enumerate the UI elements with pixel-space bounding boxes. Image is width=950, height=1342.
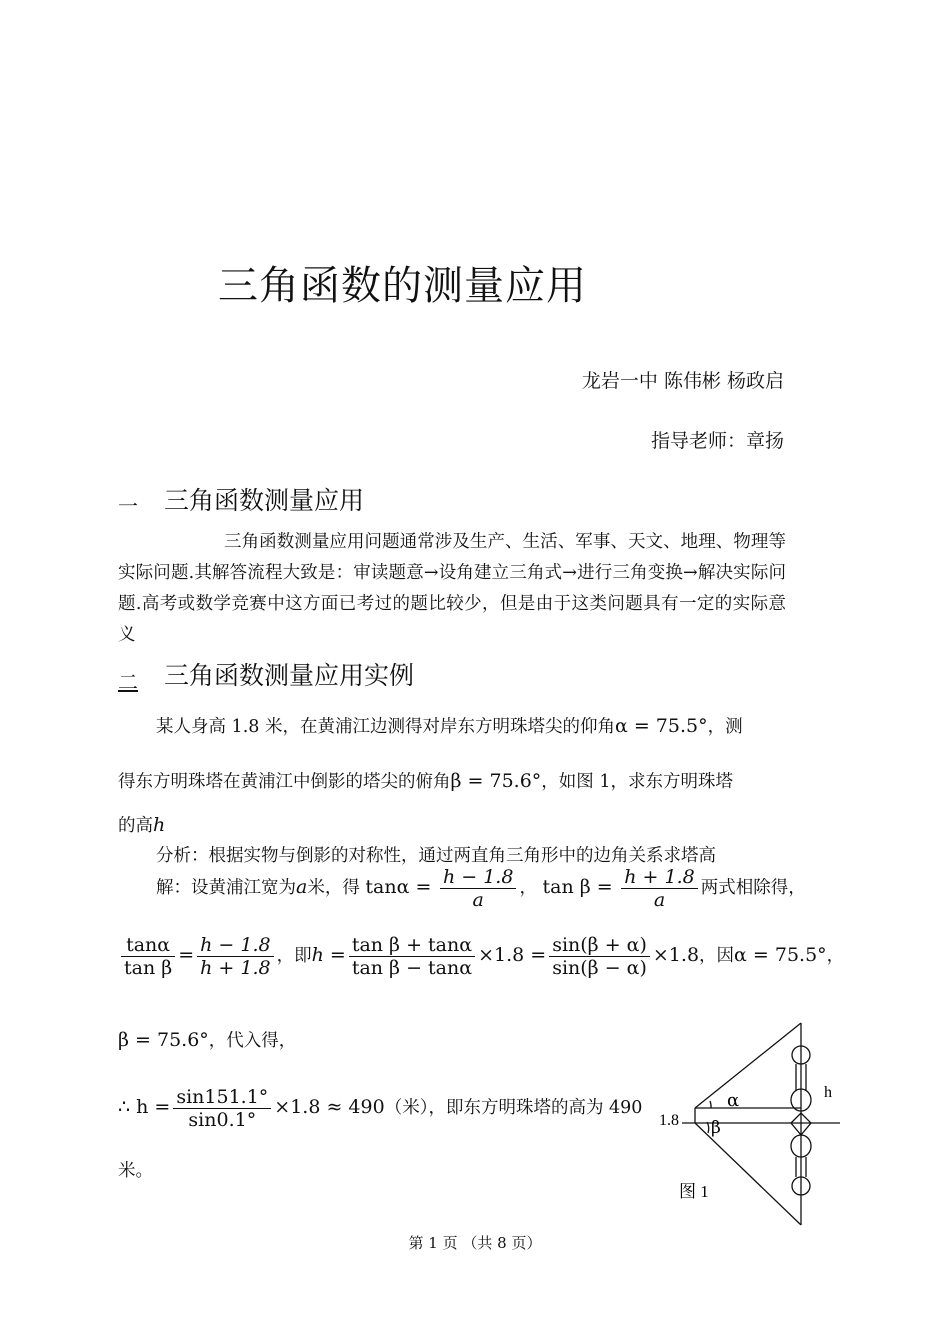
h-equals: h =: [311, 944, 346, 966]
equals-sign: =: [178, 944, 195, 966]
fraction-tan-sum: [349, 934, 475, 979]
derivation-line: [118, 934, 844, 979]
tan-alpha: tanα =: [365, 876, 432, 898]
fraction-tan-beta: [621, 866, 697, 911]
alpha-arc: [710, 1101, 711, 1108]
times-1-8: ×1.8: [652, 944, 700, 966]
text-ji: ，即: [276, 946, 312, 966]
label-h: h: [824, 1084, 832, 1101]
text-yin: ，因: [699, 946, 735, 966]
fraction-denominator: tan β − tanα: [351, 957, 473, 979]
section2-number: 二: [118, 670, 138, 694]
result-last-line: 米。: [118, 1161, 153, 1181]
fraction-result: [173, 1086, 271, 1131]
section2-heading: 三角函数测量应用实例: [164, 661, 415, 690]
figure-1: [650, 1015, 850, 1230]
page-title: 三角函数的测量应用: [218, 263, 587, 309]
alpha-value: α = 75.5°: [734, 944, 827, 966]
page-footer: 第 1 页 （共 8 页）: [408, 1234, 542, 1252]
label-beta: β: [711, 1118, 721, 1138]
label-1-8: 1.8: [659, 1112, 679, 1129]
analysis-line: 分析：根据实物与倒影的对称性，通过两直角三角形中的边角关系求塔高: [156, 846, 716, 866]
tan-beta: tan β =: [542, 876, 613, 898]
fraction-denominator: sin0.1°: [188, 1109, 257, 1131]
problem-line-2: [118, 768, 733, 793]
result-approx: ×1.8 ≈ 490: [274, 1096, 385, 1118]
fraction-tan-ratio: [121, 934, 175, 979]
label-alpha: α: [727, 1090, 740, 1111]
comma: ，: [826, 946, 845, 966]
advisor-line: 指导老师：章扬: [650, 430, 784, 452]
times-1-8: ×1.8 =: [478, 944, 547, 966]
problem-text-2: 得东方明珠塔在黄浦江中倒影的塔尖的俯角: [118, 772, 451, 792]
sight-line-alpha: [695, 1023, 801, 1108]
beta-arc: [707, 1122, 709, 1133]
solution-line: [156, 866, 806, 911]
result-text: （米），即东方明珠塔的高为 490: [384, 1098, 643, 1118]
result-line: [118, 1086, 642, 1131]
problem-text-3: 的高: [118, 816, 153, 836]
problem-text-1-end: ，测: [707, 717, 743, 737]
comma: ，: [519, 878, 537, 898]
fraction-numerator: sin151.1°: [173, 1086, 271, 1109]
problem-line-3: [118, 812, 165, 837]
a-symbol: a: [296, 876, 308, 898]
fraction-tan-alpha: [440, 866, 516, 911]
fraction-numerator: tan β + tanα: [349, 934, 475, 957]
beta-value: β = 75.6°: [450, 770, 542, 792]
beta-line-text: ，代入得，: [208, 1031, 297, 1051]
fraction-denominator: a: [472, 889, 484, 911]
problem-text-2-end: ，如图 1，求东方明珠塔: [541, 772, 733, 792]
fraction-sin: [549, 934, 650, 979]
fraction-denominator: tan β: [124, 957, 173, 979]
fraction-denominator: h + 1.8: [200, 957, 271, 979]
fraction-numerator: h − 1.8: [440, 866, 516, 889]
fraction-numerator: tanα: [121, 934, 175, 957]
fraction-numerator: h + 1.8: [621, 866, 697, 889]
section1-number: 一: [118, 494, 138, 518]
fraction-h-ratio: [197, 934, 273, 979]
fraction-numerator: sin(β + α): [549, 934, 650, 957]
beta-line: [118, 1027, 296, 1052]
fraction-denominator: sin(β − α): [552, 957, 647, 979]
h-symbol: h: [153, 814, 166, 836]
fraction-numerator: h − 1.8: [197, 934, 273, 957]
problem-text-1: 某人身高 1.8 米，在黄浦江边测得对岸东方明珠塔尖的仰角: [156, 717, 615, 737]
figure-caption: 图 1: [679, 1182, 709, 1201]
solution-mid: 米，得: [307, 878, 360, 898]
problem-line-1: [156, 713, 743, 738]
fraction-denominator: a: [653, 889, 666, 911]
sight-line-beta: [695, 1123, 801, 1225]
author-line: 龙岩一中 陈伟彬 杨政启: [581, 370, 784, 392]
section1-heading: 三角函数测量应用: [164, 486, 365, 515]
alpha-value: α = 75.5°: [614, 715, 708, 737]
solution-suffix: 两式相除得，: [700, 878, 806, 898]
beta-value: β = 75.6°: [118, 1029, 209, 1051]
solution-prefix: 解：设黄浦江宽为: [156, 878, 296, 898]
intro-paragraph: 三角函数测量应用问题通常涉及生产、生活、军事、天文、地理、物理等实际问题.其解答流程大致是：审读题意→设角建立三角式→进行三角变换→解决实际问题.高考或数学竞赛中这方面已考过的题比较少，但是由于这类问题具有一定的实际意义: [118, 532, 786, 645]
therefore-h: ∴ h =: [118, 1096, 171, 1118]
